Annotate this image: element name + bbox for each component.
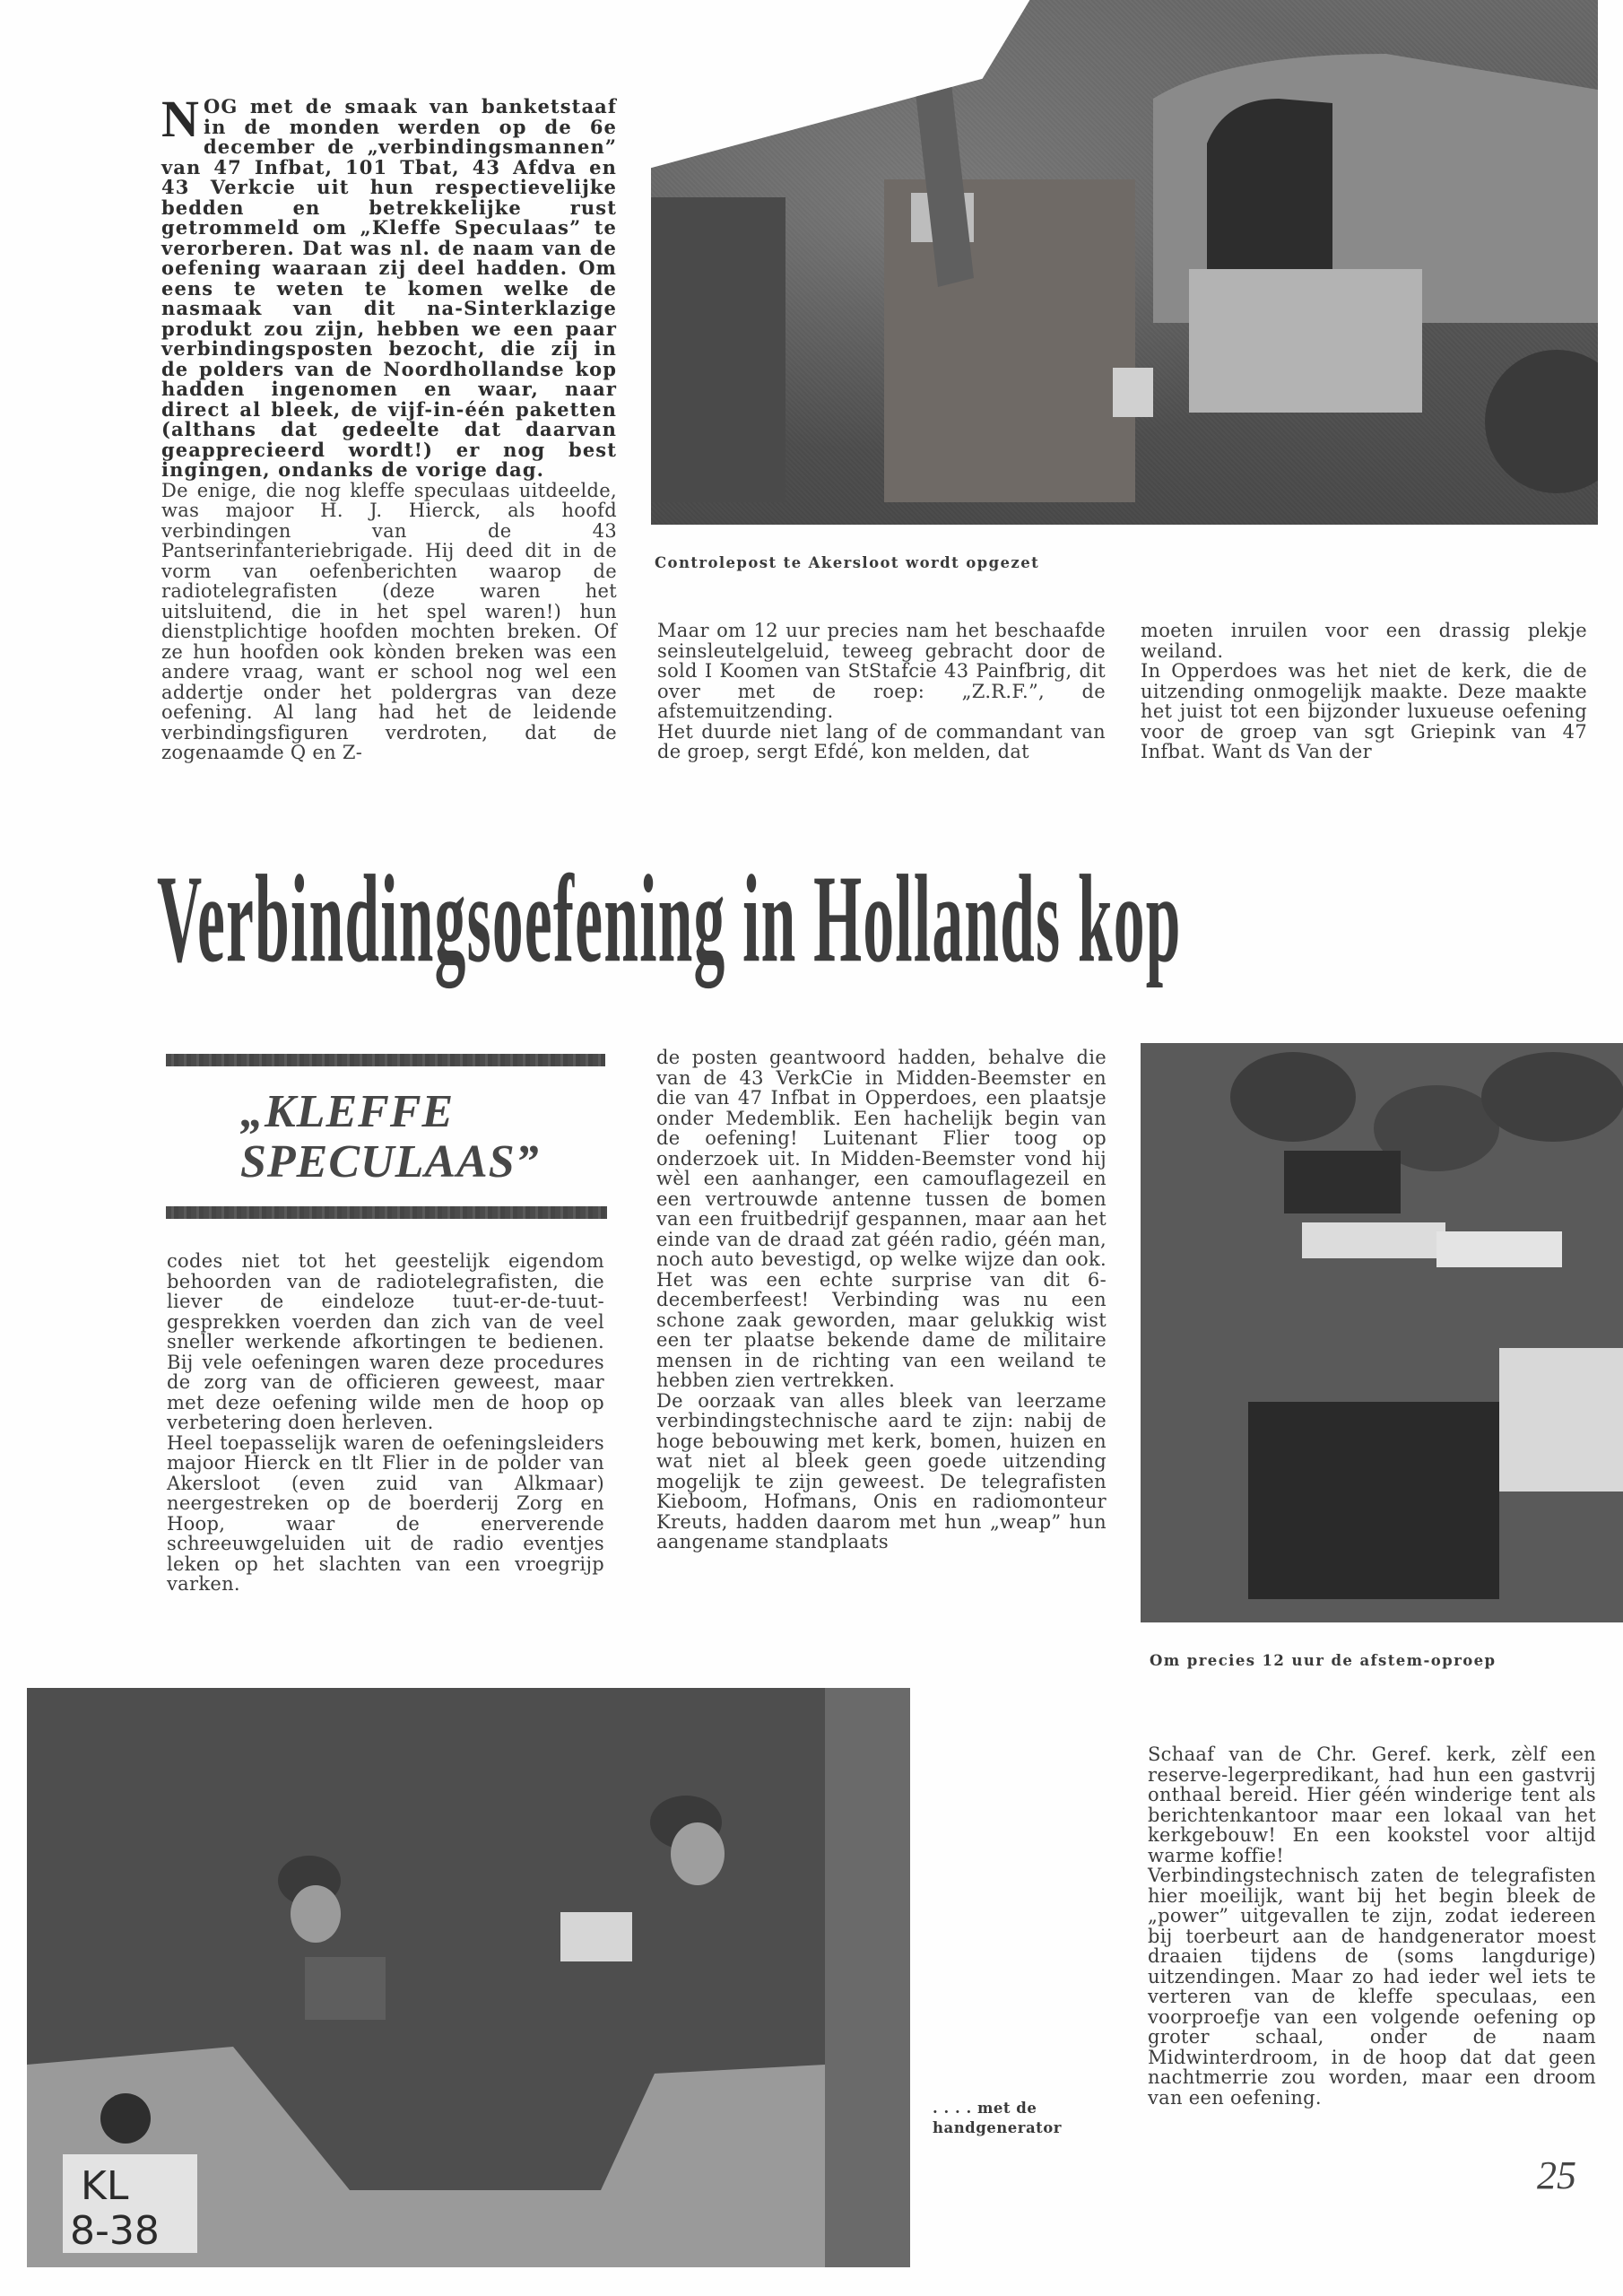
photo-afstem xyxy=(1141,1043,1623,1622)
paragraph: In Opperdoes was het niet de kerk, die de uitzending onmogelijk maakte. Deze maakte het juist tot een bijzonder luxueuse oefening voor de groep van sgt Griepink van 47 Infbat. Want ds Van der xyxy=(1141,660,1587,762)
crate xyxy=(1499,1348,1623,1492)
photo-caption-handgenerator xyxy=(933,2099,1062,2138)
paper-sheet xyxy=(560,1912,632,1961)
paragraph: Verbindingstechnisch zaten de telegrafisten hier moeilijk, want bij het begin bleek de „power” uitgevallen te zijn, zodat iedereen bij toerbeurt aan de handgenerator moest draaien tijdens de (soms langdurige) uitzendingen. Maar zo had ieder wel iets te verteren van de kleffe speculaas, een voorproefje van een volgende oefening op groter schaal, onder de naam Midwinterdroom, in de hoop dat dat geen nachtmerrie zou worden, maar een droom van een oefening. xyxy=(1148,1865,1596,2109)
helmet-1 xyxy=(1230,1052,1356,1142)
headlamp xyxy=(100,2093,151,2144)
column-3-top xyxy=(1141,621,1587,762)
face-soldier-2 xyxy=(671,1822,725,1885)
photo-handgenerator xyxy=(27,1688,910,2267)
paragraph: De enige, die nog kleffe speculaas uitdeelde, was majoor H. J. Hierck, als hoofd verbindingen van de 43 Pantserinfanteriebrigade. Hij deed dit in de vorm van oefenberichten waarop de radiotelegrafisten (deze waren het uitsluitend, die in het spel waren!) hun dienstplichtige hoofden mochten breken. Of ze hun hoofden ook kònden breken was een andere vraag, want er school nog wel een addertje onder het poldergras van deze oefening. Al lang had het de leidende verbindingsfiguren verdroten, dat de zogenaamde Q en Z- xyxy=(161,479,617,763)
barn-door xyxy=(651,197,785,502)
caption-line-1: . . . . met de xyxy=(933,2100,1037,2117)
lead-paragraph xyxy=(161,90,617,481)
bucket xyxy=(1113,368,1153,417)
caption-line-2: handgenerator xyxy=(933,2119,1062,2136)
headline: Verbindingsoefening in Hollands kop xyxy=(157,849,1182,989)
paragraph: Het duurde niet lang of de commandant van de groep, sergt Efdé, kon melden, dat xyxy=(657,720,1106,762)
photo-controlepost-illustration xyxy=(651,0,1598,525)
column-2-top xyxy=(657,621,1106,762)
paragraph: moeten inruilen voor een drassig plekje weiland. xyxy=(1141,620,1587,662)
face-soldier-1 xyxy=(291,1885,341,1943)
paragraph: Maar om 12 uur precies nam het beschaafde seinsleutelgeluid, teweeg gebracht door de sold I Koomen van StStafcie 43 Painfbrig, dit over met de roep: „Z.R.F.”, de afstemuitzending. xyxy=(657,620,1106,722)
photo-afstem-illustration xyxy=(1141,1043,1623,1622)
notebook xyxy=(1436,1231,1562,1267)
truck-tailgate xyxy=(1189,269,1422,413)
photo-caption-afstem: Om precies 12 uur de afstem-oproep xyxy=(1150,1652,1497,1669)
notebook xyxy=(1302,1222,1445,1258)
drop-cap: N xyxy=(161,90,200,148)
photo-handgenerator-illustration xyxy=(27,1688,910,2267)
rule-top xyxy=(166,1054,605,1066)
column-3-bottom xyxy=(1148,1744,1596,2108)
handgenerator xyxy=(305,1957,386,2020)
license-plate-line-2: 8-38 xyxy=(70,2208,160,2254)
paragraph: Schaaf van de Chr. Geref. kerk, zèlf een reserve-legerpredikant, had hun een gastvrij onthaal bereid. Hier géén winderige tent als berichtenkantoor maar een lokaal van het kerkgebouw! En een kookstel voor altijd warme koffie! xyxy=(1148,1744,1596,1866)
subhead-line-1: „KLEFFE xyxy=(240,1086,455,1137)
radio-set xyxy=(1284,1151,1401,1213)
photo-controlepost xyxy=(651,0,1598,525)
photo-caption-controlepost: Controlepost te Akersloot wordt opgezet xyxy=(655,554,1040,571)
subhead xyxy=(240,1087,540,1187)
door-frame xyxy=(825,1688,910,2267)
column-1-top xyxy=(161,90,617,763)
rule-bottom xyxy=(166,1206,607,1219)
truck-wheel xyxy=(1485,350,1598,493)
lead-text: OG met de smaak van banketstaaf in de monden werden op de 6e december de „verbindingsmannen” van 47 Infbat, 101 Tbat, 43 Afdva en 43 Verkcie uit hun respectievelijke bedden en betrekkelijke rust getrommeld om „Kleffe Speculaas” te verorberen. Dat was nl. de naam van de oefening waaraan zij deel hadden. Om eens te weten te komen welke de nasmaak van dit na-Sinterklazige produkt zou zijn, hebben we een paar verbindingsposten bezocht, die zij in de polders van de Noordhollandse kop hadden ingenomen en waar, naar direct al bleek, de vijf-in-één paketten (althans dat gedeelte dat daarvan geapprecieerd wordt!) er nog best ingingen, ondanks de vorige dag. xyxy=(161,95,617,481)
paragraph: codes niet tot het geestelijk eigendom behoorden van de radiotelegrafisten, die liever de eindeloze tuut-er-de-tuut-gesprekken voerden dan zich van de veel sneller werkende afkortingen te bedienen. Bij vele oefeningen waren deze procedures de zorg van de officieren geweest, maar met deze oefening wilde men de hoop op verbetering doen herleven. xyxy=(167,1250,604,1433)
column-2-bottom xyxy=(656,1048,1107,1552)
subhead-line-2: SPECULAAS” xyxy=(240,1136,540,1187)
paragraph: De oorzaak van alles bleek van leerzame verbindingstechnische aard te zijn: nabij de hoge bebouwing met kerk, bomen, huizen en wat niet al bleek geen goede uitzending mogelijk te zijn geweest. De telegrafisten Kieboom, Hofmans, Onis en radiomonteur Kreuts, hadden daarom met hun „weap” hun aangename standplaats xyxy=(656,1389,1107,1552)
helmet-3 xyxy=(1481,1052,1623,1142)
license-plate-line-1: KL xyxy=(81,2163,129,2209)
boots xyxy=(1248,1402,1499,1599)
paragraph: Heel toepasselijk waren de oefeningsleiders majoor Hierck en tlt Flier in de polder van Akersloot (even zuid van Alkmaar) neergestreken op de boerderij Zorg en Hoop, waar de enerverende schreeuwgeluiden uit de radio eventjes leken op het slachten van een vroegrijp varken. xyxy=(167,1431,604,1595)
column-1-bottom xyxy=(167,1251,604,1595)
paragraph: de posten geantwoord hadden, behalve die van de 43 VerkCie in Midden-Beemster en die van 47 Infbat in Opperdoes, een plaatsje onder Medemblik. Een hachelijk begin van de oefening! Luitenant Flier toog op onderzoek uit. In Midden-Beemster vond hij wèl een aanhanger, een camouflagezeil en een vertrouwde antenne tussen de bomen van een fruitbedrijf gespannen, maar aan het einde van de draad zat géén radio, géén man, noch auto bevestigd, op welke wijze dan ook. Het was een echte surprise van dit 6-decemberfeest! Verbinding was nu een schone zaak geworden, maar gelukkig wist een ter plaatse bekende dame de militaire mensen in de richting van een weiland te hebben zien vertrekken. xyxy=(656,1047,1107,1391)
page-number: 25 xyxy=(1537,2153,1576,2197)
